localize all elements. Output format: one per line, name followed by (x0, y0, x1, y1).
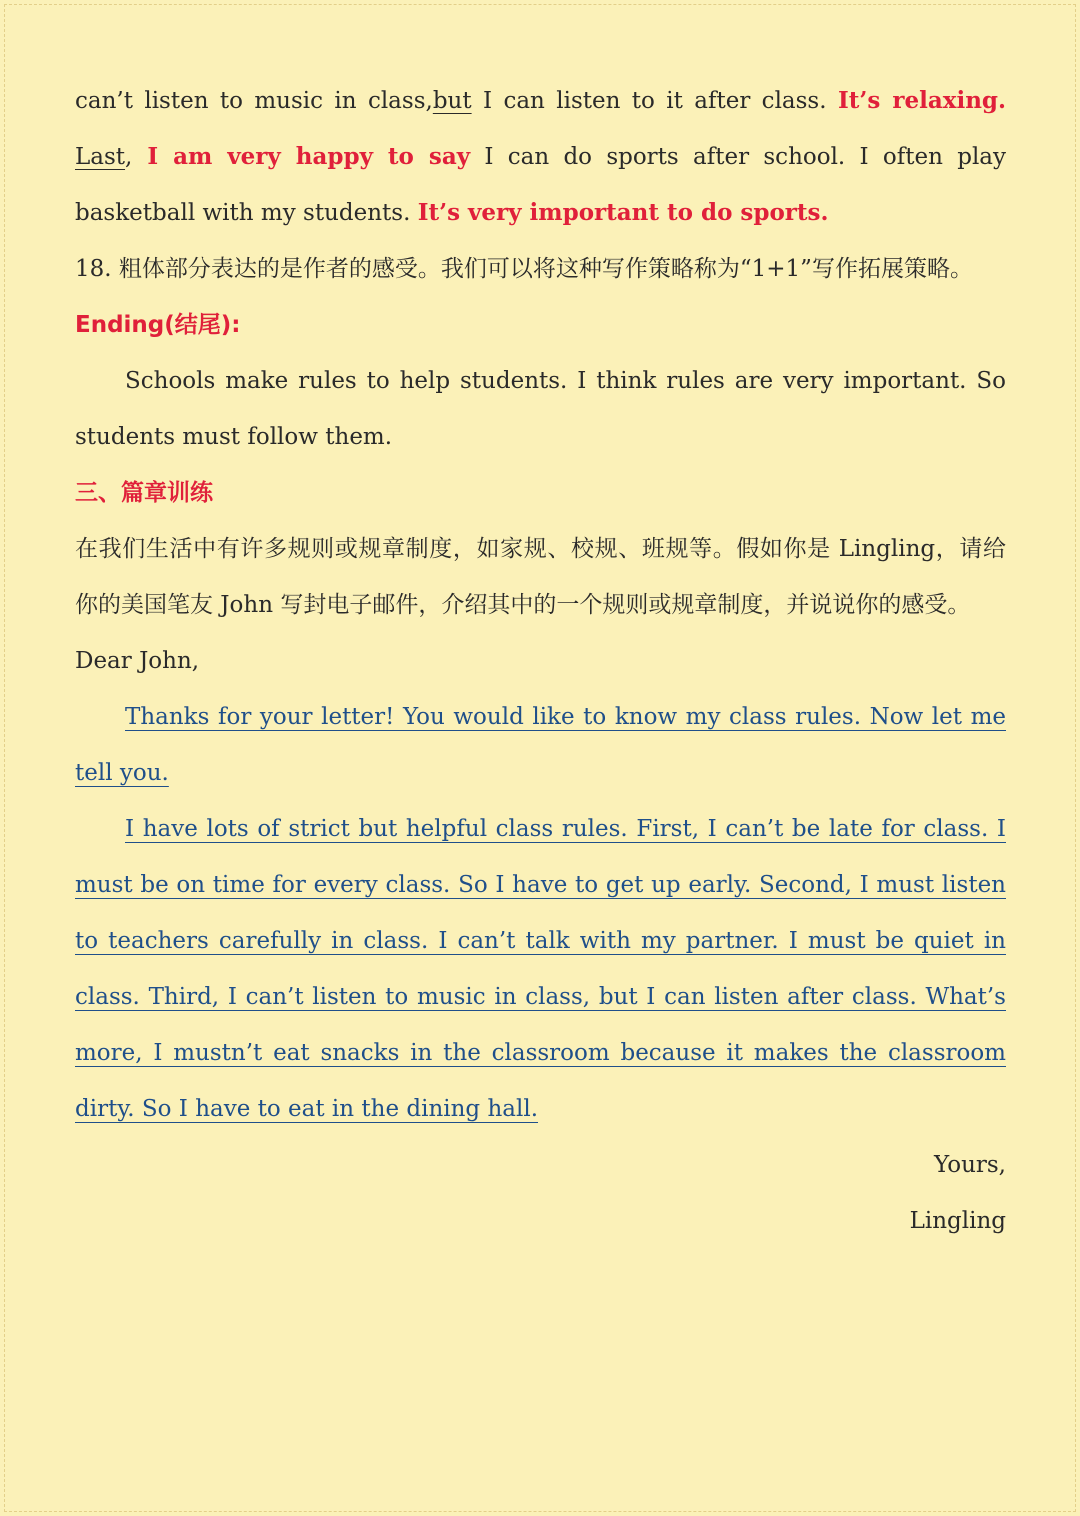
sample-text: I can do sports after school. I often play basketball with my students. (75, 144, 1007, 226)
strategy-note: 18. 粗体部分表达的是作者的感受。我们可以将这种写作策略称为“1+1”写作拓展策略。 (75, 256, 973, 282)
letter-signature: Lingling (909, 1208, 1006, 1234)
letter-greeting: Dear John, (75, 648, 200, 674)
letter-text: I have lots of strict but helpful class rules. First, I can’t be late for class. I must be on time for every class. So I have to get up early. Second, I must listen to teachers carefully in class. I can’t talk with my partner. I must be quiet in class. Third, I can’t listen to music in class, but I can listen after class. What’s more, I mustn’t eat snacks in the classroom because it makes the classroom dirty. So I have to eat in the dining hall. (75, 816, 1006, 1122)
sample-paragraph-continued (75, 73, 1006, 241)
letter-closing: Yours, (934, 1152, 1006, 1178)
practice-prompt: 在我们生活中有许多规则或规章制度，如家规、校规、班规等。假如你是 Lingling，请给你的美国笔友 John 写封电子邮件，介绍其中的一个规则或规章制度，并说说你的感受。 (75, 536, 1006, 618)
practice-heading: 三、篇章训练 (75, 480, 213, 506)
ending-heading: Ending(结尾): (75, 312, 241, 338)
ending-paragraph: Schools make rules to help students. I think rules are very important. So students must follow them. (75, 368, 1006, 450)
letter-text: Thanks for your letter! You would like to know my class rules. Now let me tell you. (75, 704, 1006, 786)
feeling-expression: I am very happy to say (132, 143, 471, 170)
sample-text: can’t listen to music in class, (75, 88, 433, 114)
sample-text: I can listen to it after class. (471, 88, 827, 114)
document-page (75, 73, 1006, 1249)
sample-text: , (125, 144, 133, 170)
transition-word: but (432, 88, 472, 114)
letter-paragraph-2 (75, 801, 1006, 1137)
letter-paragraph-1 (75, 689, 1006, 801)
feeling-expression: It’s relaxing. (837, 87, 1007, 114)
transition-word: Last (75, 144, 126, 170)
feeling-expression: It’s very important to do sports. (417, 199, 829, 226)
